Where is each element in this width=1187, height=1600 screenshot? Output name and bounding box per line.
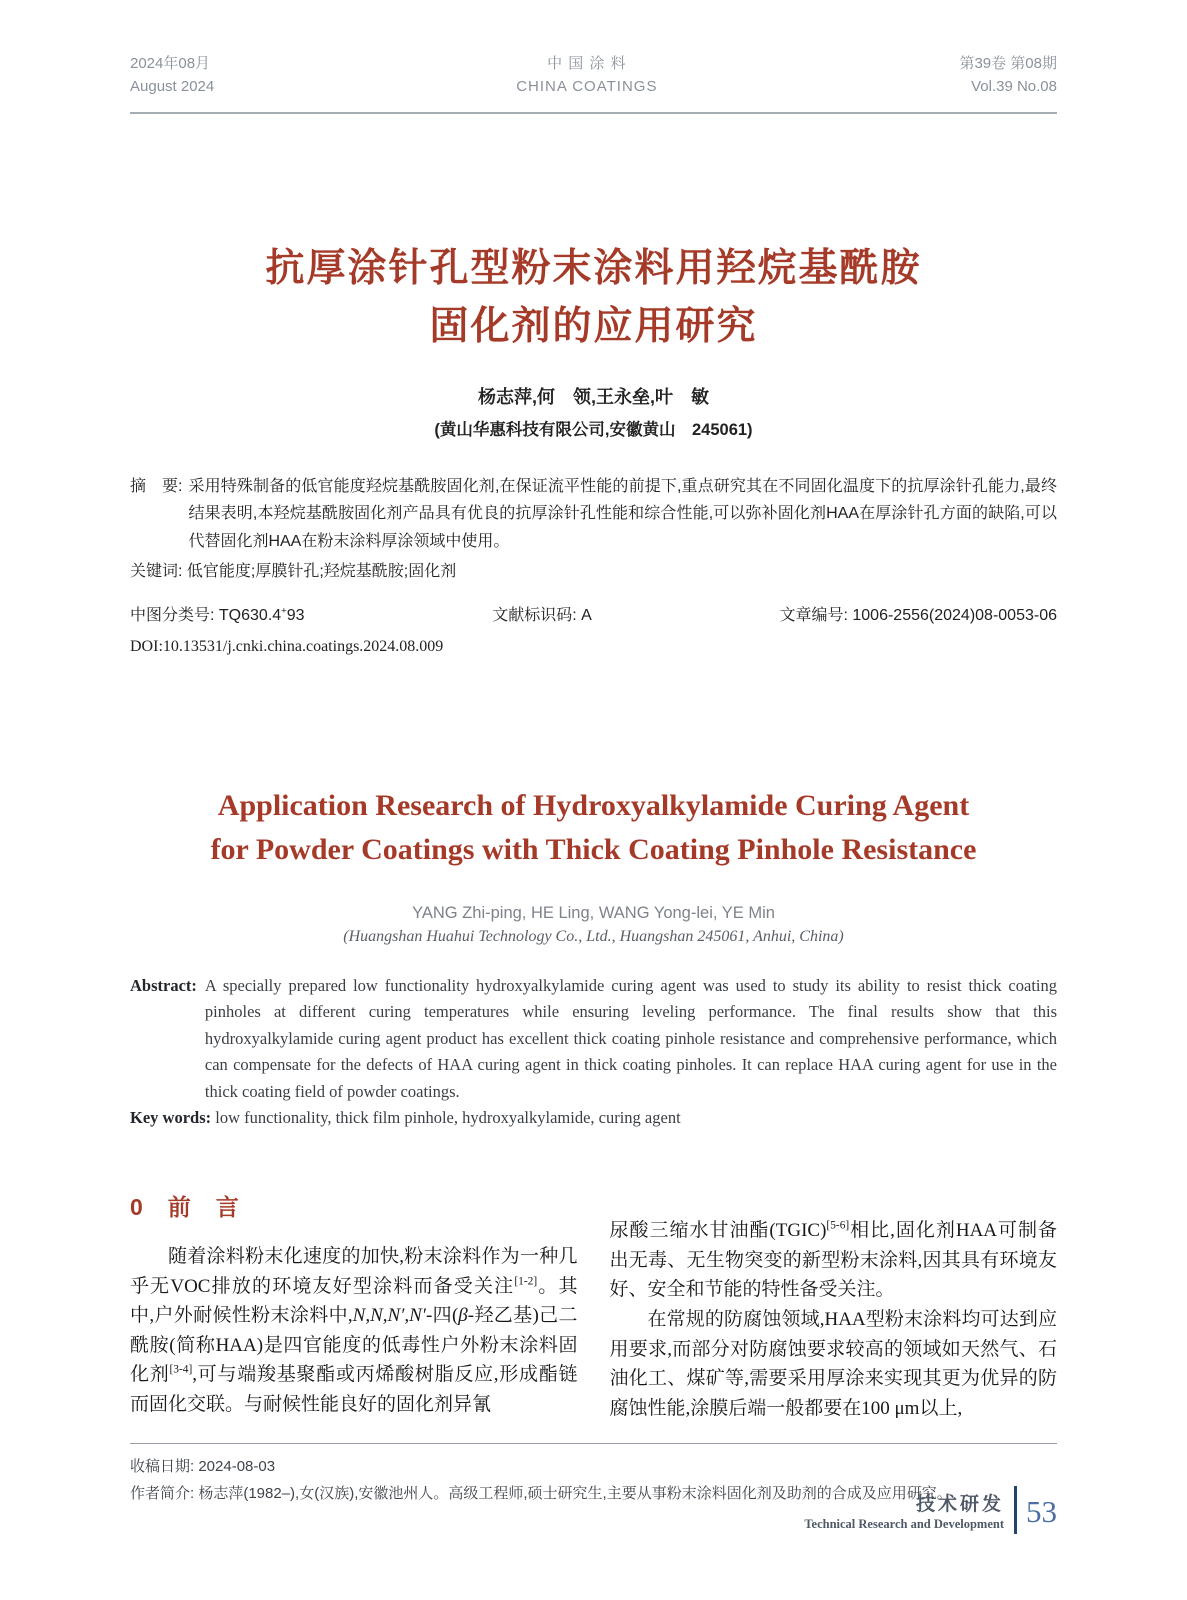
abstract-en-text: A specially prepared low functionality hydroxyalkylamide curing agent was used to study its ability to resist thick coating pinholes at different curing temperatures while ensuring leveling performance. The final results show that this hydroxyalkylamide curing agent product has excellent thick coating pinhole resistance and comprehensive performance, which can compensate for the defects of HAA curing agent in thick coating pinholes. It can replace HAA curing agent for use in the thick coating field of powder coatings.	[204, 976, 1057, 1101]
article-title-en	[130, 784, 1057, 871]
abstract-zh-text: 采用特殊制备的低官能度羟烷基酰胺固化剂,在保证流平性能的前提下,重点研究其在不同固化温度下的抗厚涂针孔能力,最终结果表明,本羟烷基酰胺固化剂产品具有优良的抗厚涂针孔性能和综合性能,可以弥补固化剂HAA在厚涂针孔方面的缺陷,可以代替固化剂HAA在粉末涂料厚涂领域中使用。	[188, 477, 1057, 550]
header-journal-name	[516, 52, 657, 99]
article-meta-row	[130, 602, 1057, 625]
clc-label: 中图分类号:	[130, 607, 215, 625]
footer-section-en: Technical Research and Development	[804, 1516, 1004, 1531]
article-title-zh	[130, 240, 1057, 357]
keywords-en	[130, 1108, 1057, 1128]
abstract-en-label: Abstract:	[130, 976, 197, 996]
author-bio-value: 杨志萍(1982–),女(汉族),安徽池州人。高级工程师,硕士研究生,主要从事粉末涂料固化剂及助剂的合成及应用研究。	[198, 1485, 952, 1503]
header-date-en: August 2024	[130, 78, 215, 96]
article-number	[779, 602, 1057, 625]
keywords-zh-label: 关键词:	[130, 563, 183, 581]
header-issue-date	[130, 52, 214, 99]
page-number: 53	[1026, 1494, 1057, 1529]
header-journal-en: CHINA COATINGS	[516, 78, 658, 96]
document-code	[492, 602, 592, 625]
document-code-label: 文献标识码:	[492, 607, 577, 625]
keywords-zh	[130, 558, 1057, 581]
article-title-en-line1: Application Research of Hydroxyalkylamide Curing Agent	[217, 789, 970, 823]
body-columns	[130, 1190, 1057, 1423]
received-date-label: 收稿日期:	[130, 1458, 195, 1476]
abstract-zh-label: 摘 要:	[130, 477, 183, 495]
footnote-divider	[130, 1443, 1057, 1444]
article-title-zh-line1: 抗厚涂针孔型粉末涂料用羟烷基酰胺	[265, 246, 922, 290]
abstract-zh	[130, 473, 1057, 556]
affiliation-en: (Huangshan Huahui Technology Co., Ltd., Huangshan 245061, Anhui, China)	[343, 928, 844, 946]
body-paragraph: 随着涂料粉末化速度的加快,粉末涂料作为一种几乎无VOC排放的环境友好型涂料而备受关注[1-2]。其中,户外耐候性粉末涂料中,N,N,N′,N′-四(β-羟乙基)己二酰胺(简称HAA)是四官能度的低毒性户外粉末涂料固化剂[3-4],可与端羧基聚酯或丙烯酸树脂反应,形成酯链而固化交联。与耐候性能良好的固化剂异氰	[130, 1245, 578, 1415]
body-column-right	[610, 1190, 1058, 1423]
header-divider	[130, 112, 1057, 114]
header-journal-zh: 中 国 涂 料	[547, 55, 627, 72]
keywords-en-text: low functionality, thick film pinhole, hydroxyalkylamide, curing agent	[215, 1108, 681, 1127]
footer-section-zh: 技术研发	[915, 1493, 1004, 1515]
footer-section-labels	[804, 1489, 1004, 1532]
clc-value: TQ630.4+93	[218, 605, 305, 625]
footer-divider-bar	[1014, 1486, 1017, 1534]
received-date-value: 2024-08-03	[198, 1458, 276, 1476]
body-paragraph: 尿酸三缩水甘油酯(TGIC)[5-6]相比,固化剂HAA可制备出无毒、无生物突变的新型粉末涂料,因其具有环境友好、安全和节能的特性备受关注。	[609, 1219, 1057, 1301]
journal-header	[130, 0, 1057, 99]
article-number-value: 1006-2556(2024)08-0053-06	[852, 607, 1057, 625]
header-volume-issue	[959, 52, 1057, 99]
document-code-value: A	[581, 607, 592, 625]
header-volume-en: Vol.39 No.08	[971, 78, 1057, 96]
received-date-line	[130, 1453, 1057, 1480]
keywords-zh-text: 低官能度;厚膜针孔;羟烷基酰胺;固化剂	[186, 563, 457, 581]
article-title-en-line2: for Powder Coatings with Thick Coating Pinhole Resistance	[210, 832, 977, 866]
keywords-en-label: Key words:	[130, 1108, 212, 1127]
author-bio-label: 作者简介:	[130, 1485, 195, 1503]
page-footer	[804, 1486, 1057, 1534]
article-number-label: 文章编号:	[779, 607, 848, 625]
section-0-number: 0	[130, 1194, 144, 1220]
doi: DOI:10.13531/j.cnki.china.coatings.2024.08.009	[130, 638, 444, 656]
body-column-left	[130, 1190, 578, 1423]
abstract-en	[130, 973, 1057, 1105]
section-0-heading	[130, 1190, 578, 1226]
header-date-zh: 2024年08月	[130, 55, 211, 72]
article-title-zh-line2: 固化剂的应用研究	[429, 305, 758, 348]
authors-en: YANG Zhi-ping, HE Ling, WANG Yong-lei, YE Min	[412, 904, 775, 923]
authors-zh: 杨志萍,何 领,王永垒,叶 敏	[477, 386, 709, 407]
affiliation-zh: (黄山华惠科技有限公司,安徽黄山 245061)	[434, 420, 753, 439]
section-0-title: 前 言	[167, 1194, 240, 1220]
body-paragraph: 在常规的防腐蚀领域,HAA型粉末涂料均可达到应用要求,而部分对防腐蚀要求较高的领域如天然气、石油化工、煤矿等,需要采用厚涂来实现其更为优异的防腐蚀性能,涂膜后端一般都要在100 μm以上,	[609, 1308, 1057, 1419]
clc-number	[130, 602, 305, 625]
header-volume-zh: 第39卷 第08期	[959, 55, 1057, 72]
